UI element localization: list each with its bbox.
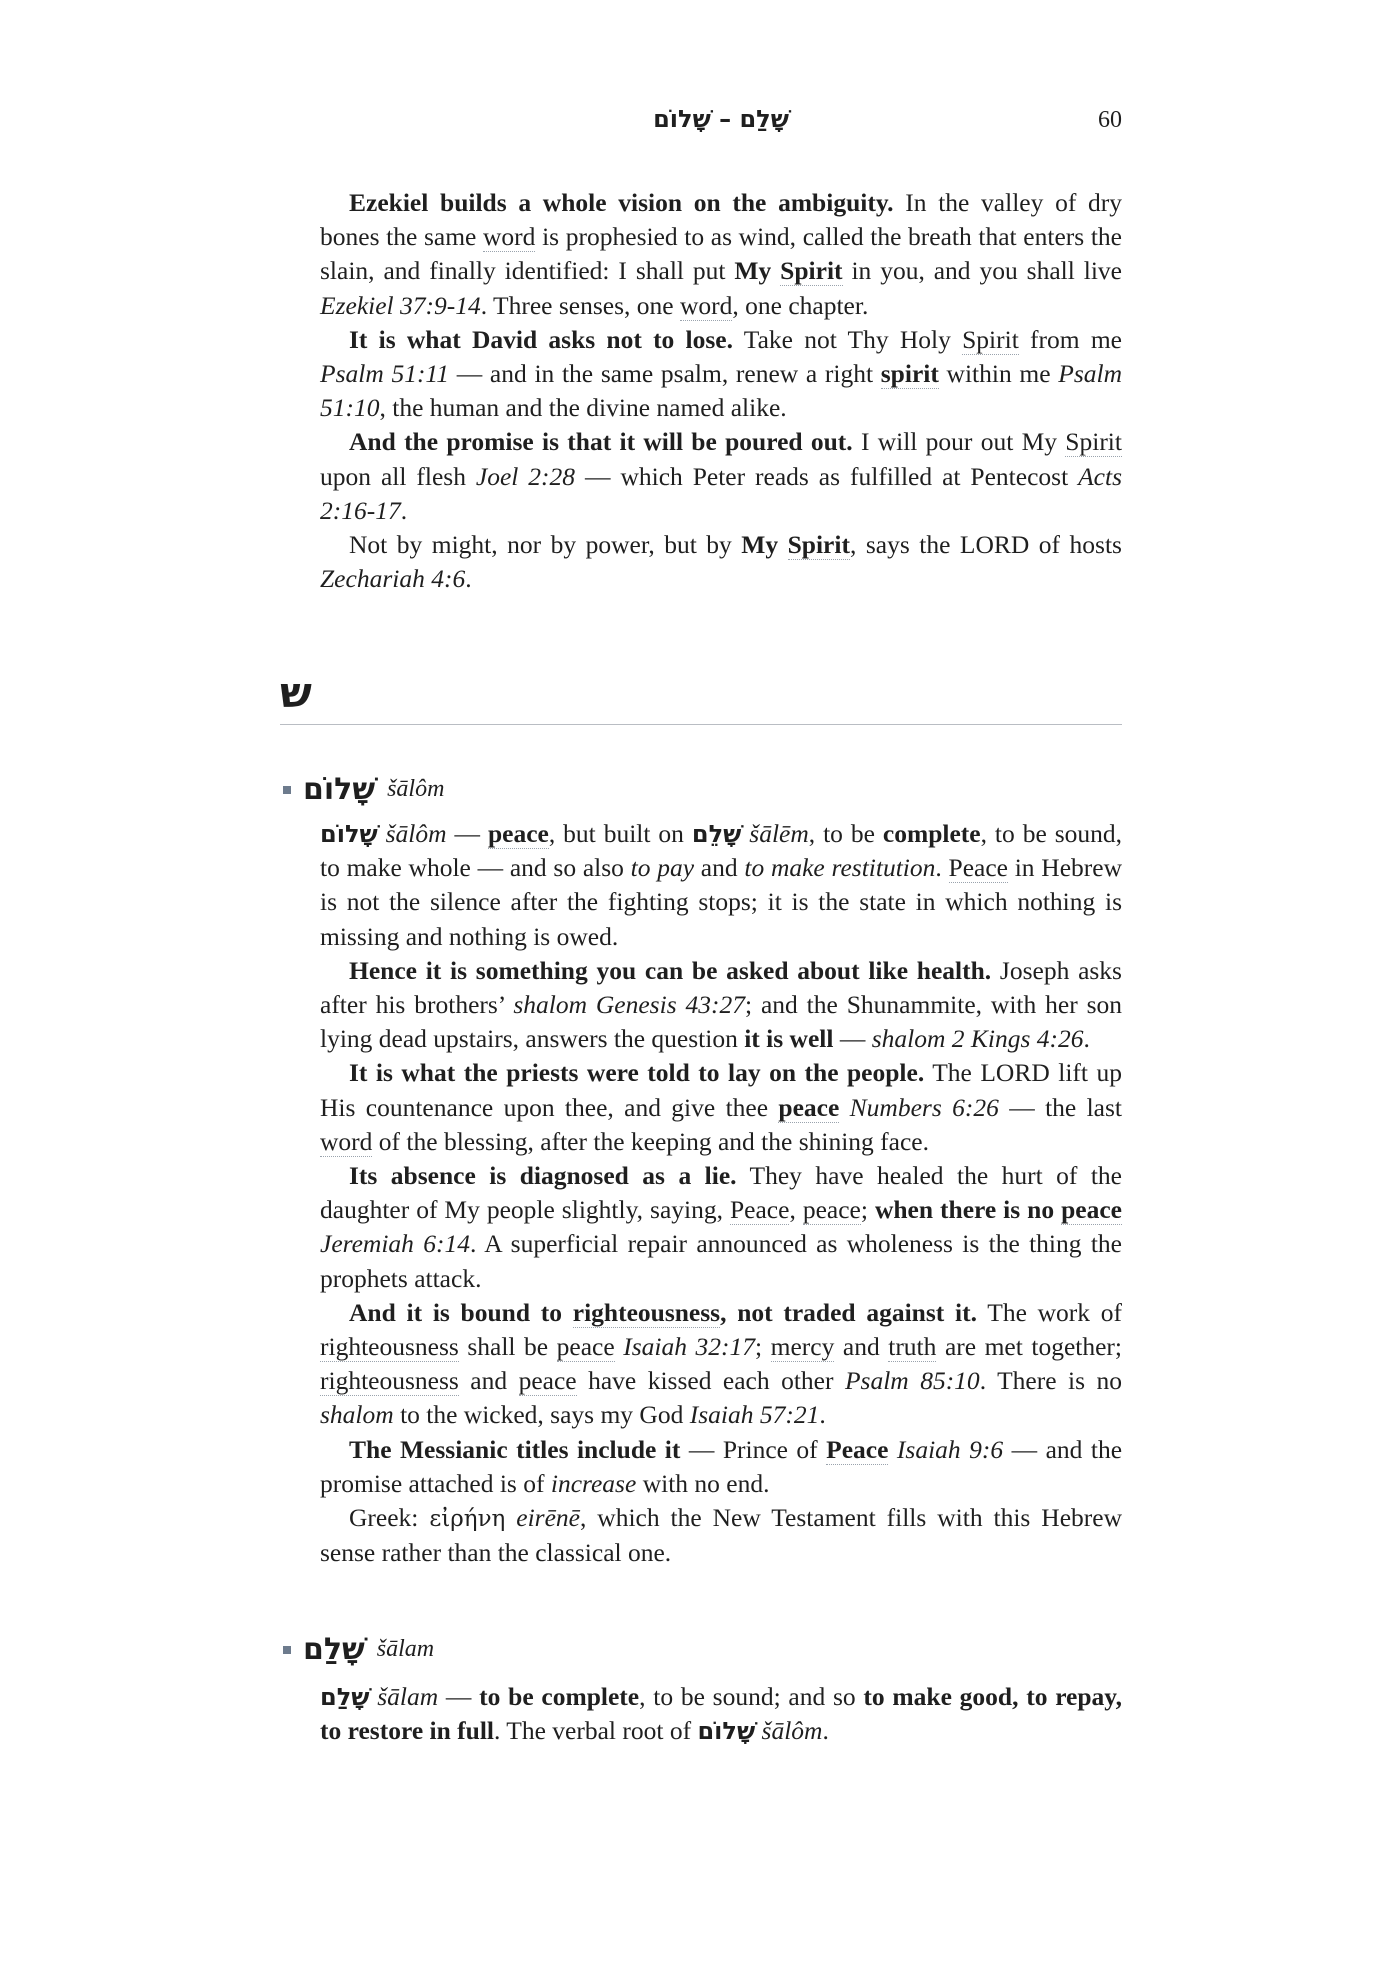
paragraph: שָׁלַם šālam — to be complete, to be sound; and so to make good, to repay, to restore in full. The verbal root of שָׁלוֹם šālôm. [320, 1682, 1123, 1746]
running-head: שָׁלַם – שָׁלוֹם [653, 105, 789, 133]
entry-body [320, 1680, 1122, 1748]
entry-body [320, 817, 1122, 1570]
paragraph: The Messianic titles include it — Prince of Peace Isaiah 9:6 — and the promise attached is of increase with no end. [320, 1434, 1123, 1498]
entry-hebrew: שָׁלַם [303, 1632, 365, 1667]
paragraph: Not by might, nor by power, but by My Spirit, says the LORD of hosts Zechariah 4:6. [320, 530, 1122, 594]
entry-heading [283, 1632, 1123, 1667]
section-divider [280, 724, 1122, 725]
square-bullet-icon [283, 786, 291, 794]
entry-transliteration: šālôm [387, 776, 445, 802]
entry-heading [283, 772, 1123, 807]
paragraph: Ezekiel builds a whole vision on the ambiguity. In the valley of dry bones the same word is prophesied to as wind, called the breath that enters the slain, and finally identified: I shall put My Spirit in you, and you shall live Ezekiel 37:9-14. Three senses, one word, one chapter. [320, 188, 1123, 320]
paragraph: Greek: εἰρήνη eirēnē, which the New Testament fills with this Hebrew sense rather than the classical one. [320, 1503, 1122, 1568]
paragraph: And the promise is that it will be poured out. I will pour out My Spirit upon all flesh Joel 2:28 — which Peter reads as fulfilled at Pentecost Acts 2:16-17. [320, 427, 1122, 525]
paragraph: Its absence is diagnosed as a lie. They have healed the hurt of the daughter of My people slightly, saying, Peace, peace; when there is no peace Jeremiah 6:14. A superficial repair announced as wholeness is the thing the prophets attack. [320, 1161, 1123, 1293]
entry-hebrew: שָׁלוֹם [303, 772, 376, 807]
section-letter: ש [280, 668, 312, 717]
top-section [320, 186, 1122, 596]
paragraph: It is what the priests were told to lay on the people. The LORD lift up His countenance upon thee, and give thee peace Numbers 6:26 — the last word of the blessing, after the keeping and the shining face. [320, 1058, 1122, 1156]
paragraph: שָׁלוֹם šālôm — peace, but built on שָׁלֵם šālēm, to be complete, to be sound, to make whole — and so also to pay and to make restitution. Peace in Hebrew is not the silence after the fighting stops; it is the state in which nothing is missing and nothing is owed. [320, 819, 1123, 951]
paragraph: And it is bound to righteousness, not traded against it. The work of righteousness shall be peace Isaiah 32:17; mercy and truth are met together; righteousness and peace have kissed each other Psalm 85:10. There is no shalom to the wicked, says my God Isaiah 57:21. [320, 1297, 1122, 1430]
paragraph: It is what David asks not to lose. Take not Thy Holy Spirit from me Psalm 51:11 — and in the same psalm, renew a right spirit within me Psalm 51:10, the human and the divine named alike. [320, 324, 1122, 423]
paragraph: Hence it is something you can be asked about like health. Joseph asks after his brothers’ shalom Genesis 43:27; and the Shunammite, with her son lying dead upstairs, answers the question it is well — shalom 2 Kings 4:26. [320, 955, 1123, 1054]
page-header [320, 105, 1122, 141]
square-bullet-icon [283, 1646, 291, 1654]
page-number: 60 [1098, 107, 1122, 133]
entry-transliteration: šālam [376, 1636, 435, 1662]
